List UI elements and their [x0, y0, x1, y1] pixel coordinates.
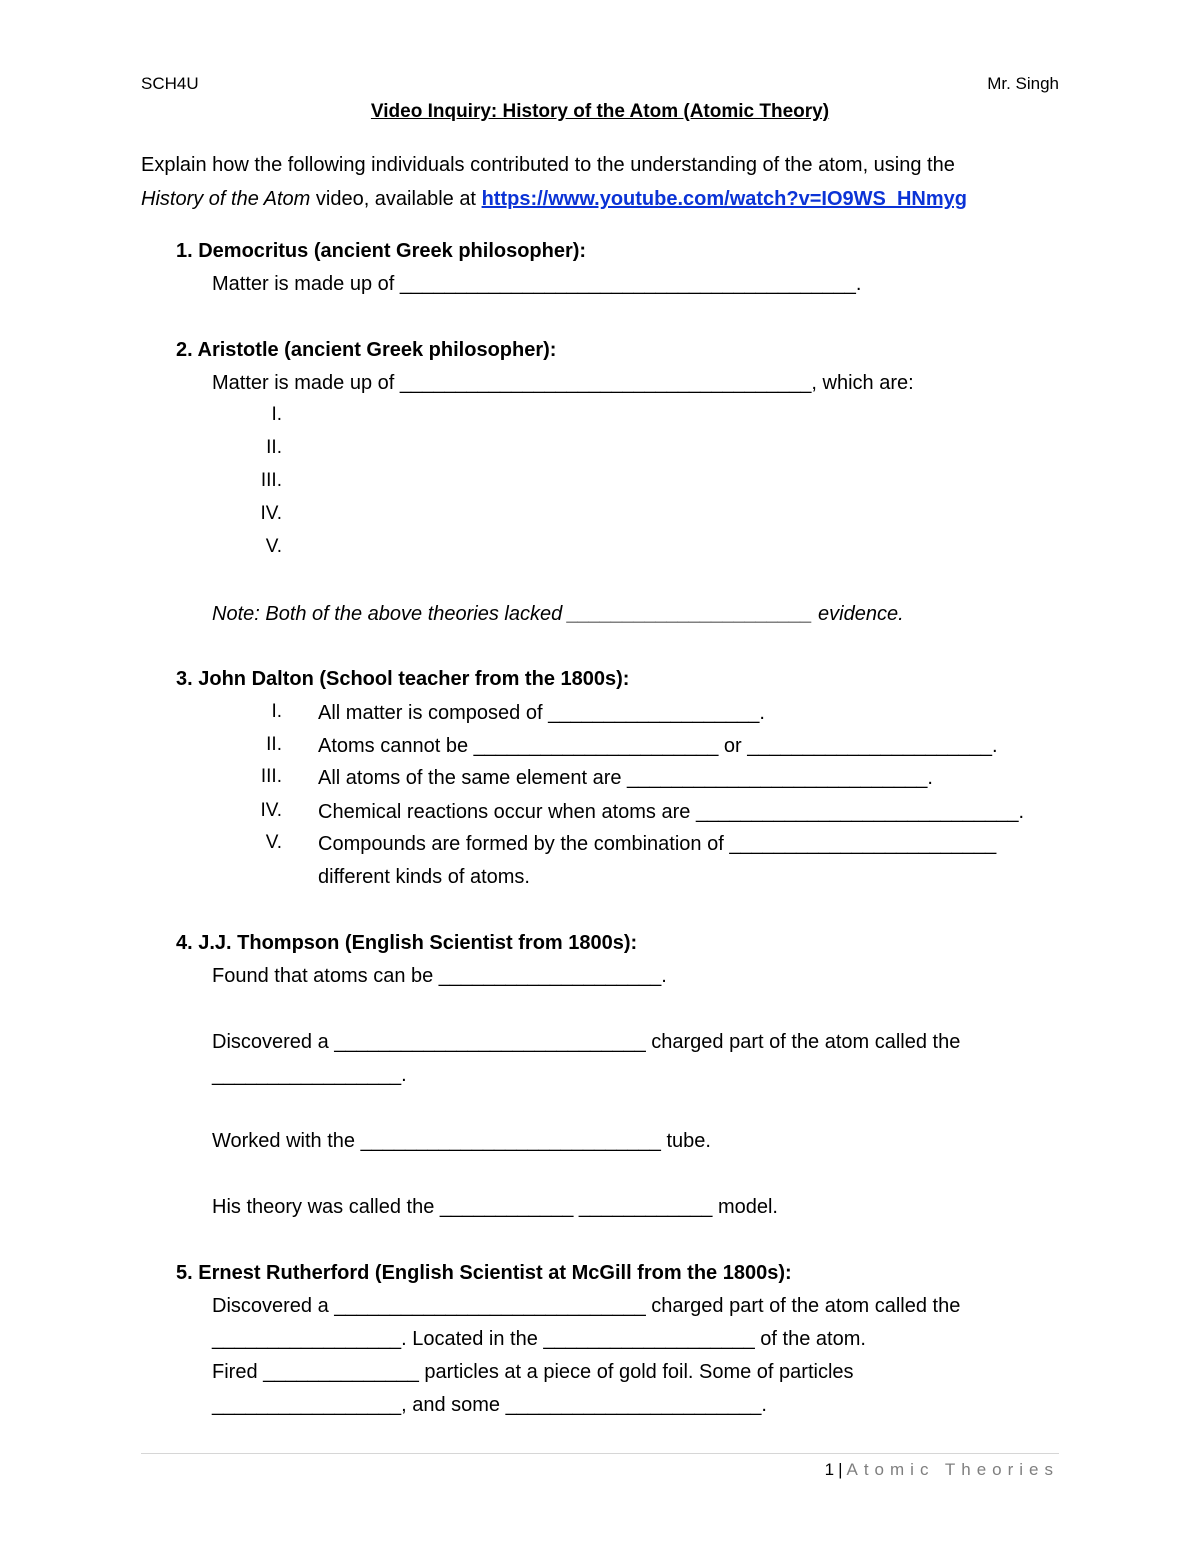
page-number: 1 — [824, 1460, 835, 1479]
q4-line-1: Found that atoms can be ____________________. — [212, 965, 667, 987]
q2-note: Note: Both of the above theories lacked ______________________ evidence. — [212, 603, 904, 625]
q4-line-3: _________________. — [212, 1064, 407, 1086]
q2-numeral-5: V. — [265, 536, 282, 557]
page-title: Video Inquiry: History of the Atom (Atomic Theory) — [370, 101, 830, 122]
q4-line-4: Worked with the ___________________________ tube. — [212, 1130, 711, 1152]
footer-divider — [141, 1453, 1059, 1454]
q2-numeral-4: IV. — [260, 503, 282, 524]
footer-title: Atomic Theories — [846, 1460, 1059, 1479]
teacher-name: Mr. Singh — [987, 74, 1059, 93]
q2-numeral-3: III. — [260, 470, 282, 491]
q3-numeral-3: III. — [260, 766, 282, 787]
footer — [825, 1460, 1059, 1480]
video-link[interactable]: https://www.youtube.com/watch?v=IO9WS_HNmyg — [481, 188, 967, 210]
q1-heading: 1. Democritus (ancient Greek philosopher): — [176, 240, 587, 262]
q3-item-3: All atoms of the same element are ___________________________. — [318, 767, 933, 789]
q5-heading: 5. Ernest Rutherford (English Scientist at McGill from the 1800s): — [176, 1262, 792, 1284]
q3-item-5-cont: different kinds of atoms. — [318, 866, 530, 888]
q3-item-1: All matter is composed of ___________________. — [318, 702, 765, 724]
q3-numeral-2: II. — [266, 734, 282, 755]
course-code: SCH4U — [141, 74, 199, 93]
q3-numeral-1: I. — [271, 701, 282, 722]
q5-line-1: Discovered a ____________________________ charged part of the atom called the — [212, 1295, 961, 1317]
footer-separator: | — [838, 1460, 843, 1479]
q3-numeral-4: IV. — [260, 800, 282, 821]
q2-line: Matter is made up of _____________________________________, which are: — [212, 372, 914, 394]
q3-item-4: Chemical reactions occur when atoms are _____________________________. — [318, 801, 1025, 823]
video-name: History of the Atom — [141, 188, 311, 210]
q3-item-5: Compounds are formed by the combination of ________________________ — [318, 833, 997, 855]
q5-line-2: _________________. Located in the ___________________ of the atom. — [212, 1328, 866, 1350]
q2-heading: 2. Aristotle (ancient Greek philosopher): — [176, 339, 557, 361]
q4-line-2: Discovered a ____________________________ charged part of the atom called the — [212, 1031, 961, 1053]
q3-heading: 3. John Dalton (School teacher from the 1800s): — [176, 668, 630, 690]
intro-line-2 — [141, 187, 967, 211]
q5-line-4: _________________, and some _______________________. — [212, 1394, 767, 1416]
intro-mid: video, available at — [310, 188, 482, 210]
q5-line-3: Fired ______________ particles at a piece of gold foil. Some of particles — [212, 1361, 854, 1383]
q2-numeral-1: I. — [271, 404, 282, 425]
q4-heading: 4. J.J. Thompson (English Scientist from 1800s): — [176, 932, 638, 954]
q3-numeral-5: V. — [265, 832, 282, 853]
q4-line-5: His theory was called the ____________ ____________ model. — [212, 1196, 778, 1218]
q3-item-2: Atoms cannot be ______________________ or ______________________. — [318, 735, 998, 757]
q1-line: Matter is made up of _________________________________________. — [212, 273, 862, 295]
q2-numeral-2: II. — [266, 437, 282, 458]
intro-line-1: Explain how the following individuals contributed to the understanding of the atom, using the — [141, 154, 955, 176]
